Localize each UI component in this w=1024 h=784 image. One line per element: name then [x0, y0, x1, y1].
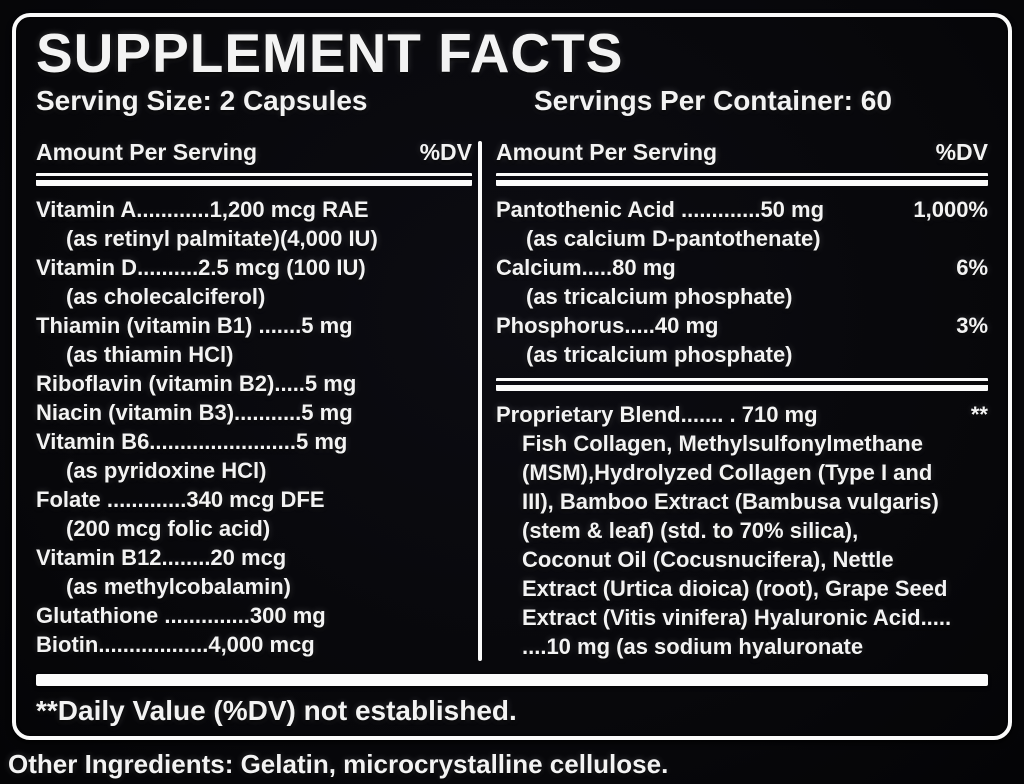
table-row [36, 543, 472, 601]
nutrient-main: Vitamin A............1,200 mcg RAE [36, 197, 369, 223]
blend-line: Extract (Vitis vinifera) Hyaluronic Acid..... [522, 605, 952, 631]
blend-dv-asterisks: ** [970, 402, 988, 428]
amount-per-serving-label: Amount Per Serving [496, 139, 718, 166]
dv-header-label: %DV [419, 139, 472, 166]
nutrient-sub: (as calcium D-pantothenate) [526, 226, 821, 252]
nutrient-main: Glutathione ..............300 mg [36, 603, 326, 629]
table-row [496, 253, 988, 311]
blend-line: Extract (Urtica dioica) (root), Grape Seed [522, 576, 948, 602]
nutrient-main: Riboflavin (vitamin B2).....5 mg [36, 371, 357, 397]
nutrient-sub: (as tricalcium phosphate) [526, 342, 793, 368]
table-row [496, 195, 988, 253]
left-column [36, 139, 472, 661]
right-column-header [496, 139, 988, 173]
table-row [36, 485, 472, 543]
blend-line: (MSM),Hydrolyzed Collagen (Type I and [522, 460, 933, 486]
servings-per-container: Servings Per Container: 60 [534, 85, 892, 117]
nutrient-sub: (as pyridoxine HCl) [66, 458, 267, 484]
table-row [36, 369, 472, 398]
nutrient-sub: (as retinyl palmitate)(4,000 IU) [66, 226, 378, 252]
header-rule [496, 173, 988, 186]
blend-line: III), Bamboo Extract (Bambusa vulgaris) [522, 489, 939, 515]
blend-ingredient-lines [496, 429, 988, 661]
footer-rule [36, 674, 988, 686]
blend-line: ....10 mg (as sodium hyaluronate [522, 634, 864, 660]
dv-value: 3% [956, 313, 988, 339]
table-row [36, 427, 472, 485]
right-column [496, 139, 988, 661]
facts-panel [12, 13, 1012, 740]
dv-value: 6% [956, 255, 988, 281]
left-column-header [36, 139, 472, 173]
nutrient-main: Vitamin B12........20 mcg [36, 545, 287, 571]
nutrient-main: Folate .............340 mcg DFE [36, 487, 325, 513]
table-row [36, 601, 472, 630]
table-row [36, 195, 472, 253]
blend-line: (stem & leaf) (std. to 70% silica), [522, 518, 859, 544]
nutrient-main: Vitamin D..........2.5 mcg (100 IU) [36, 255, 366, 281]
proprietary-blend-section [496, 400, 988, 661]
blend-divider-rule [496, 378, 988, 391]
nutrient-text: Calcium.....80 mg [496, 255, 676, 281]
nutrient-main [496, 311, 988, 340]
nutrient-main: Vitamin B6........................5 mg [36, 429, 348, 455]
nutrient-main: Niacin (vitamin B3)...........5 mg [36, 400, 353, 426]
label-title: SUPPLEMENT FACTS [36, 22, 624, 84]
nutrient-text: Phosphorus.....40 mg [496, 313, 719, 339]
nutrient-main [496, 195, 988, 224]
table-row [36, 253, 472, 311]
nutrient-main: Thiamin (vitamin B1) .......5 mg [36, 313, 353, 339]
dv-value: 1,000% [913, 197, 988, 223]
nutrient-text: Pantothenic Acid .............50 mg [496, 197, 825, 223]
table-row [36, 398, 472, 427]
blend-line: Fish Collagen, Methylsulfonylmethane [522, 431, 923, 457]
amount-per-serving-label: Amount Per Serving [36, 139, 258, 166]
blend-text: Proprietary Blend....... . 710 mg [496, 402, 818, 428]
serving-info-row [36, 85, 988, 123]
nutrient-main [496, 253, 988, 282]
serving-size: Serving Size: 2 Capsules [36, 85, 368, 117]
nutrient-columns [36, 139, 988, 661]
header-rule [36, 173, 472, 186]
other-ingredients: Other Ingredients: Gelatin, microcrystalline cellulose. [8, 749, 669, 779]
nutrient-sub: (as cholecalciferol) [66, 284, 266, 310]
dv-header-label: %DV [935, 139, 988, 166]
nutrient-sub: (as thiamin HCl) [66, 342, 234, 368]
table-row [36, 311, 472, 369]
nutrient-sub: (200 mcg folic acid) [66, 516, 271, 542]
nutrient-sub: (as methylcobalamin) [66, 574, 291, 600]
table-row [496, 311, 988, 369]
nutrient-sub: (as tricalcium phosphate) [526, 284, 793, 310]
column-divider [478, 141, 482, 661]
blend-main [496, 400, 988, 429]
blend-line: Coconut Oil (Cocusnucifera), Nettle [522, 547, 894, 573]
daily-value-footnote: **Daily Value (%DV) not established. [36, 695, 517, 727]
table-row [36, 630, 472, 659]
nutrient-main: Biotin..................4,000 mcg [36, 632, 315, 658]
